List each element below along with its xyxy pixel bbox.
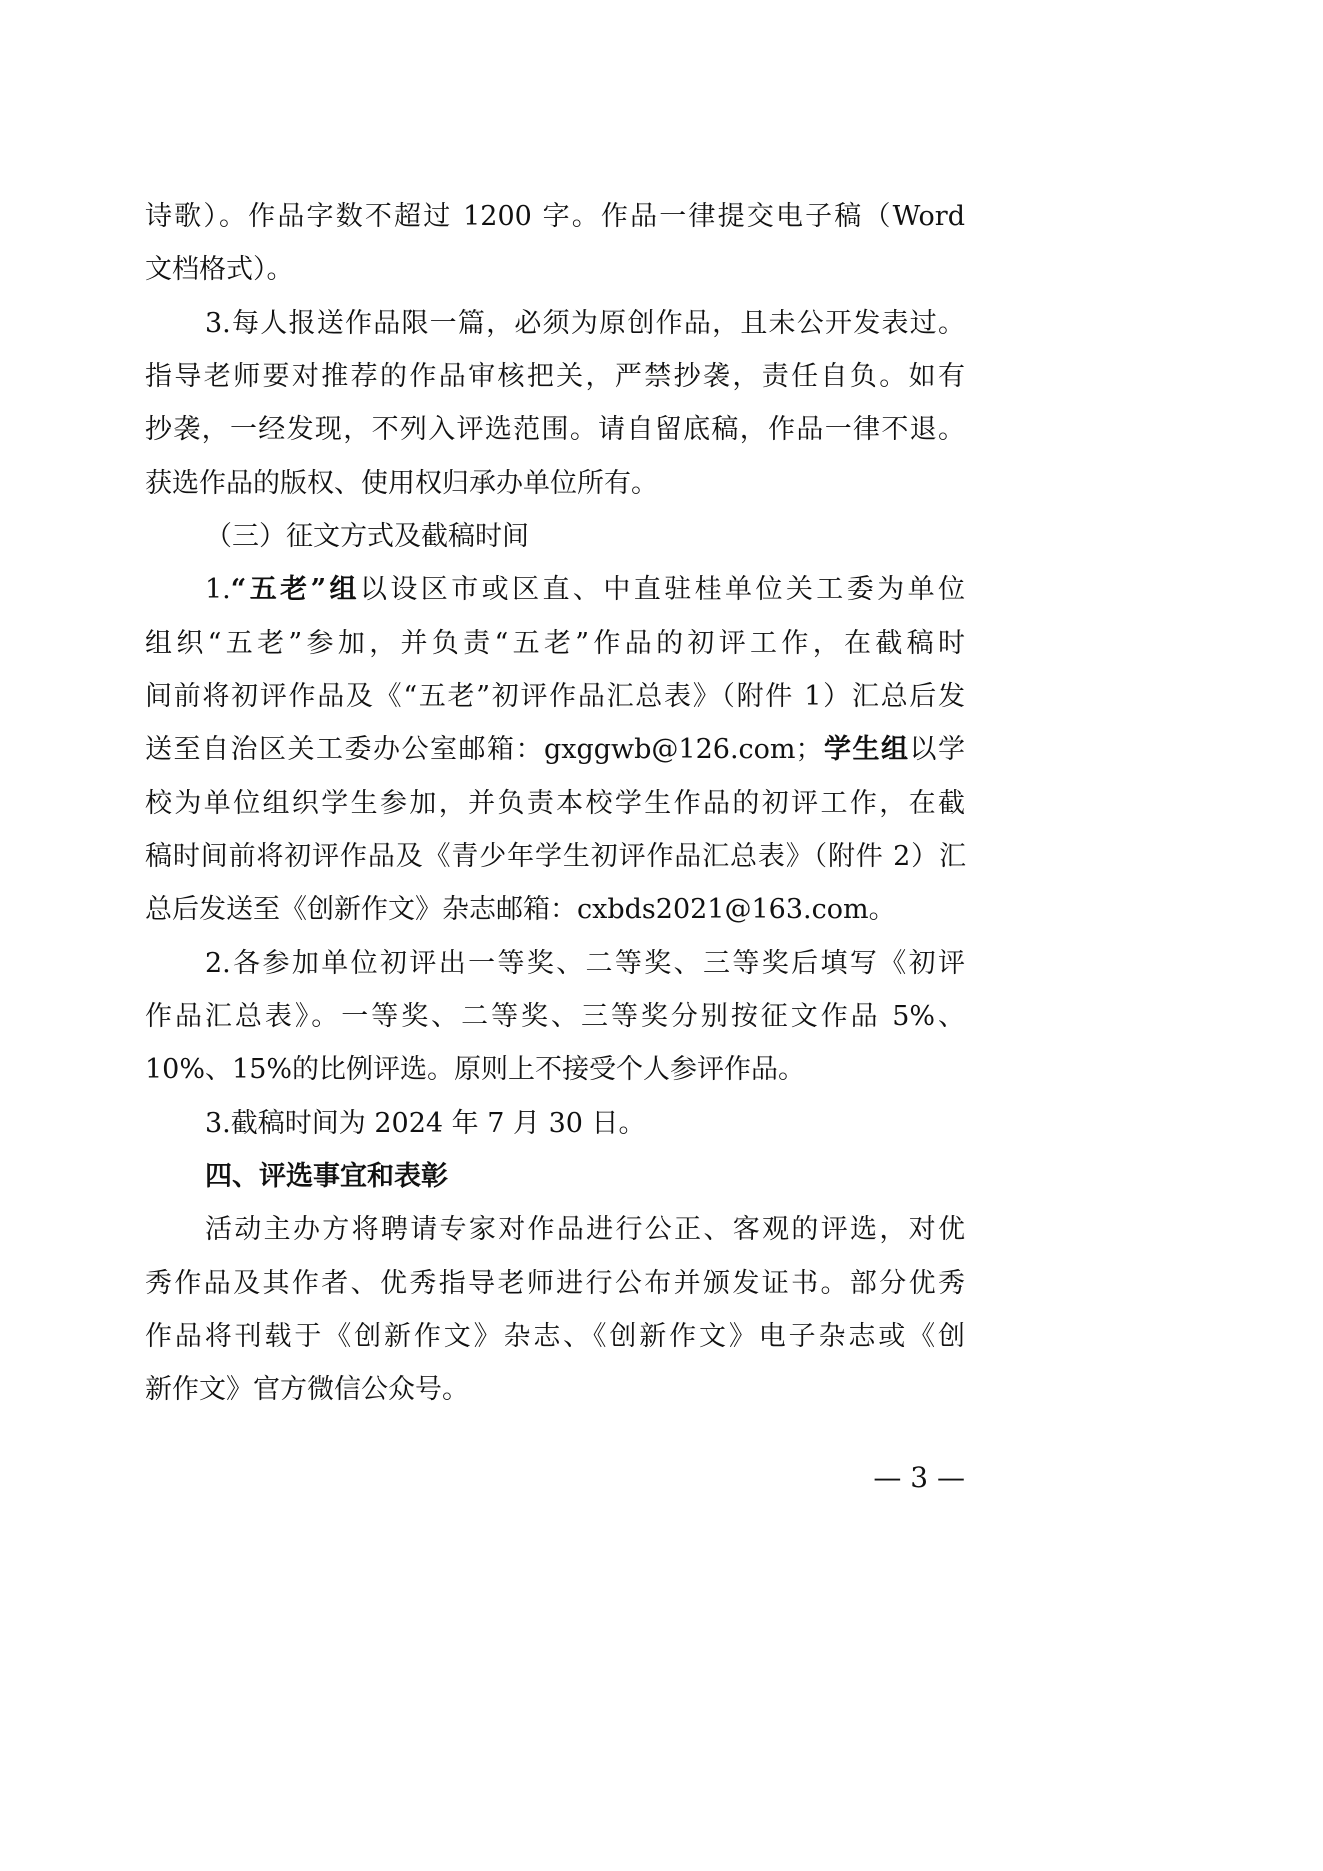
text-line: 10%、15%的比例评选。原则上不接受个人参评作品。 <box>145 1054 806 1086</box>
text-line: 秀作品及其作者、优秀指导老师进行公布并颁发证书。部分优秀 <box>145 1267 965 1299</box>
paragraph-deadline <box>145 1097 965 1150</box>
text-segment: 稿时间前将初评作品及《青少年学生初评作品汇总表》（附件 2）汇 <box>145 840 965 872</box>
text-line: 活动主办方将聘请专家对作品进行公正、客观的评选，对优 <box>205 1214 965 1246</box>
text-line <box>145 883 965 936</box>
text-segment: 组织“五老”参加，并负责“五老”作品的初评工作，在截稿时 <box>145 627 965 659</box>
text-line: 指导老师要对推荐的作品审核把关，严禁抄袭，责任自负。如有 <box>145 360 965 392</box>
section-heading-3: （三）征文方式及截稿时间 <box>205 520 529 552</box>
text-line <box>145 617 965 670</box>
bold-group-label-students: 学生组 <box>822 734 910 766</box>
paragraph-award-ratios <box>145 937 965 1097</box>
text-line: 作品将刊载于《创新作文》杂志、《创新作文》电子杂志或《创 <box>145 1320 965 1352</box>
page-number: — 3 — <box>873 1461 965 1494</box>
text-line: 文档格式）。 <box>145 254 294 286</box>
document-body <box>145 190 965 1417</box>
text-line: 获选作品的版权、使用权归承办单位所有。 <box>145 467 658 499</box>
bold-group-label-wulao: “五老”组 <box>230 574 360 606</box>
text-segment: 以设区市或区直、中直驻桂单位关工委为单位 <box>359 574 966 606</box>
text-line <box>145 563 965 616</box>
text-segment: 校为单位组织学生参加，并负责本校学生作品的初评工作，在截 <box>145 787 965 819</box>
section-heading-4: 四、评选事宜和表彰 <box>205 1160 448 1192</box>
paragraph-originality-rule <box>145 297 965 510</box>
text-line <box>145 777 965 830</box>
paragraph-requirements-continued <box>145 190 965 297</box>
text-line: 诗歌）。作品字数不超过 1200 字。作品一律提交电子稿（Word <box>145 201 965 232</box>
text-line: 作品汇总表》。一等奖、二等奖、三等奖分别按征文作品 5%、 <box>145 1000 965 1032</box>
text-line <box>145 670 965 723</box>
paragraph-submission-method <box>145 563 965 936</box>
text-segment: 间前将初评作品及《“五老”初评作品汇总表》（附件 1）汇总后发 <box>145 680 965 712</box>
text-segment: 总后发送至《创新作文》杂志邮箱：cxbds2021@163.com。 <box>145 894 896 926</box>
text-line: 抄袭，一经发现，不列入评选范围。请自留底稿，作品一律不退。 <box>145 414 965 446</box>
text-line <box>145 723 965 776</box>
paragraph-evaluation <box>145 1203 965 1416</box>
text-line: 新作文》官方微信公众号。 <box>145 1374 469 1406</box>
text-line: 3.每人报送作品限一篇，必须为原创作品，且未公开发表过。 <box>205 307 965 339</box>
text-segment: 送至自治区关工委办公室邮箱：gxggwb@126.com； <box>145 734 823 766</box>
text-line <box>145 830 965 883</box>
text-line: 3.截稿时间为 2024 年 7 月 30 日。 <box>205 1107 646 1139</box>
text-line: 2.各参加单位初评出一等奖、二等奖、三等奖后填写《初评 <box>205 947 965 979</box>
item-number: 1. <box>205 574 231 606</box>
text-segment: 以学 <box>909 734 965 766</box>
